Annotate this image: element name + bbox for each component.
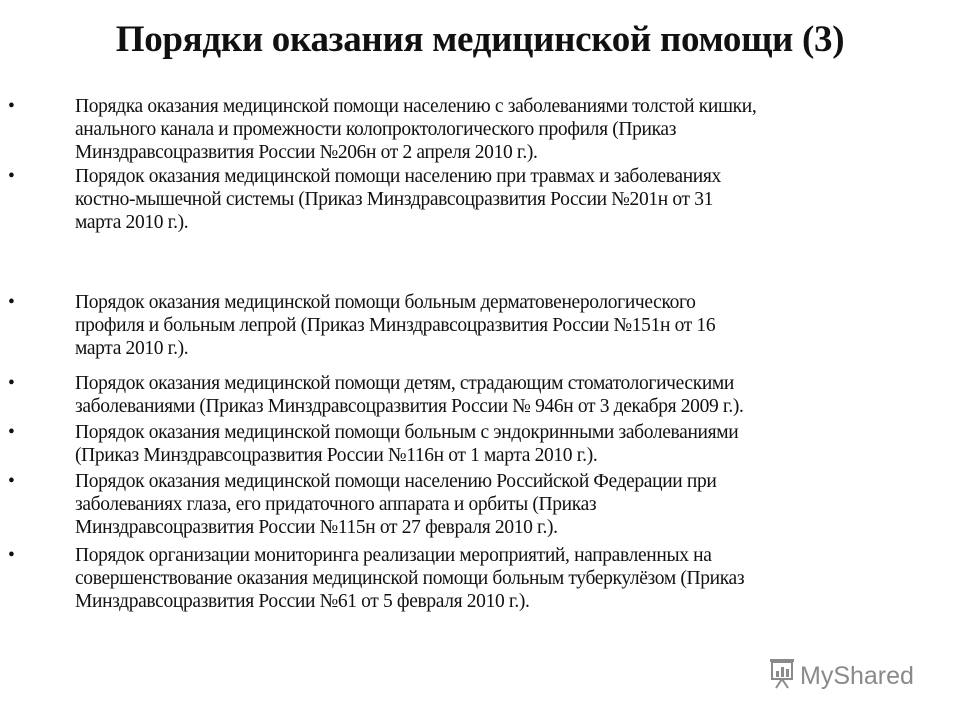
list-item	[0, 421, 960, 467]
slide-title: Порядки оказания медицинской помощи (3)	[115, 19, 845, 60]
item-line: заболеваниями (Приказ Минздравсоцразвития России № 946н от 3 декабря 2009 г.).	[75, 396, 744, 417]
item-line: Порядок организации мониторинга реализации мероприятий, направленных на	[75, 545, 712, 566]
bullet: •	[8, 292, 15, 313]
bullet: •	[8, 373, 15, 394]
item-line: Минздравсоцразвития России №206н от 2 апреля 2010 г.).	[75, 142, 538, 163]
item-line: Порядок оказания медицинской помощи больным дерматовенерологического	[75, 292, 696, 313]
item-line: Минздравсоцразвития России №115н от 27 февраля 2010 г.).	[75, 517, 558, 538]
item-line: совершенствование оказания медицинской помощи больным туберкулёзом (Приказ	[75, 568, 745, 589]
item-line: профиля и больным лепрой (Приказ Минздравсоцразвития России №151н от 16	[75, 315, 716, 336]
item-line: Порядок оказания медицинской помощи населению Российской Федерации при	[75, 471, 717, 492]
presentation-chart-icon	[768, 656, 796, 697]
bullet: •	[8, 166, 15, 187]
bullet: •	[8, 545, 15, 566]
item-line: Порядок оказания медицинской помощи детям, страдающим стоматологическими	[75, 373, 735, 394]
bullet: •	[8, 96, 15, 117]
item-line: марта 2010 г.).	[75, 212, 189, 233]
item-line: анального канала и промежности колопроктологического профиля (Приказ	[75, 119, 677, 140]
list-item	[0, 372, 960, 418]
item-line: Порядка оказания медицинской помощи населению с заболеваниями толстой кишки,	[75, 96, 757, 117]
item-line: (Приказ Минздравсоцразвития России №116н от 1 марта 2010 г.).	[75, 445, 598, 466]
list-item	[0, 544, 960, 613]
bullet: •	[8, 422, 15, 443]
bullet: •	[8, 471, 15, 492]
list-item	[0, 165, 960, 234]
watermark-text: MyShared	[800, 662, 914, 690]
list-item	[0, 470, 960, 539]
item-line: костно-мышечной системы (Приказ Минздравсоцразвития России №201н от 31	[75, 189, 713, 210]
item-line: Порядок оказания медицинской помощи больным с эндокринными заболеваниями	[75, 422, 739, 443]
item-line: Порядок оказания медицинской помощи населению при травмах и заболеваниях	[75, 166, 721, 187]
item-line: марта 2010 г.).	[75, 338, 189, 359]
myshared-watermark	[768, 656, 914, 697]
item-line: Минздравсоцразвития России №61 от 5 февраля 2010 г.).	[75, 591, 530, 612]
bullet-list	[0, 95, 960, 613]
list-item	[0, 95, 960, 164]
list-item	[0, 291, 960, 360]
item-line: заболеваниях глаза, его придаточного аппарата и орбиты (Приказ	[75, 494, 597, 515]
